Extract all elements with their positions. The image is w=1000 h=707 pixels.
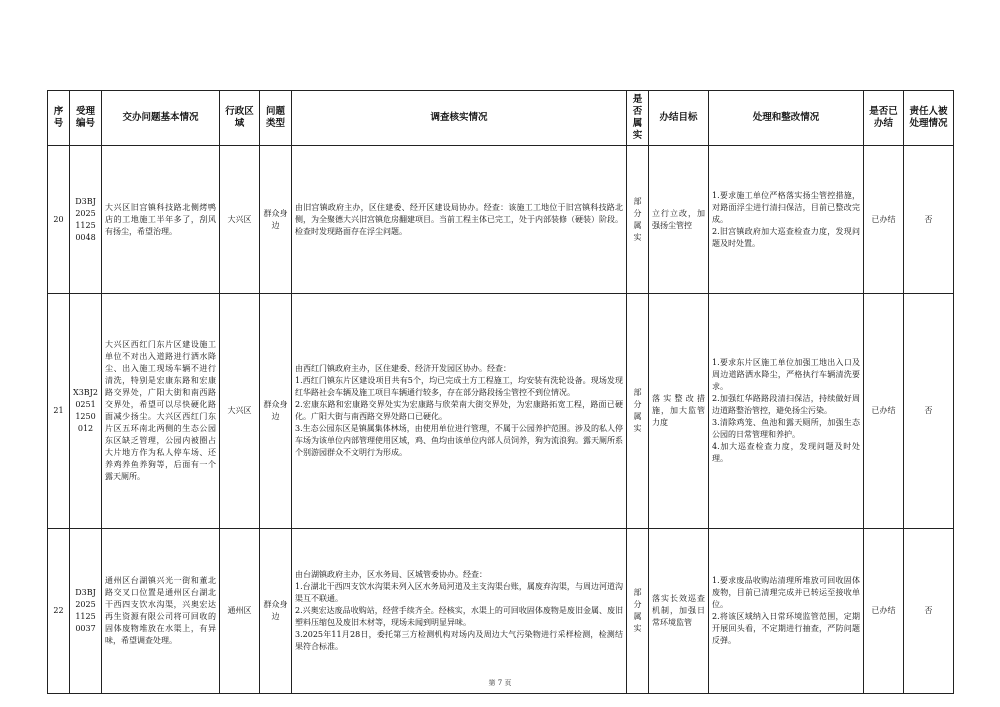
- header-verified: 是否属实: [627, 91, 649, 146]
- cell-investigation: 由西红门镇政府主办，区住建委、经济开发园区协办。经查： 1.西红门镇东片区建设项目共有5个，均已完成土方工程施工，均安装有洗轮设备。现场发现红华路社会车辆及施工项目车辆通行较多，存在部分路段扬尘管控不到位情况。 2.宏康东路和宏康路交界处实为宏康路与欣荣南大街交界处，为宏康路拓宽工程，路面已硬化。广阳大街与南西路交界处路口已硬化。 3.生态公园东区是镇属集体林场，由使用单位进行管理，不属于公园养护范围。涉及的私人停车场为该单位内部管理使用区域，鸡、鱼均由该单位内部人员饲养，狗为流浪狗。露天厕所系个别游园群众不文明行为形成。: [292, 294, 627, 529]
- cell-seq: 22: [48, 529, 70, 694]
- header-accountability: 责任人被处理情况: [904, 91, 954, 146]
- cell-investigation: 由旧宫镇政府主办，区住建委、经开区建设局协办。经查：该施工工地位于旧宫镇科技路北侧，为全聚德大兴旧宫镇危房翻建项目。当前工程主体已完工，处于内部装修（硬装）阶段。检查时发现路面存在浮尘问题。: [292, 146, 627, 294]
- cell-acceptance-id: D3BJ202511250048: [70, 146, 102, 294]
- page-number: 第 7 页: [488, 679, 512, 687]
- cell-accountability: 否: [904, 146, 954, 294]
- cell-district: 大兴区: [220, 146, 260, 294]
- cell-accountability: 否: [904, 294, 954, 529]
- cell-district: 通州区: [220, 529, 260, 694]
- cell-verified: 部分属实: [627, 529, 649, 694]
- cell-handling: 1.要求施工单位严格落实扬尘管控措施，对路面浮尘进行清扫保洁，目前已整改完成。 2.旧宫镇政府加大巡查检查力度，发现问题及时处置。: [709, 146, 864, 294]
- cell-type: 群众身边: [260, 529, 292, 694]
- header-handling: 处理和整改情况: [709, 91, 864, 146]
- header-row: [48, 91, 954, 146]
- complaint-table: [47, 90, 954, 694]
- cell-problem: 大兴区西红门东片区建设施工单位不对出入道路进行洒水降尘、出入施工现场车辆不进行清洗，特别是宏康东路和宏康路交界处，广阳大街和南西路交界处，希望可以尽快硬化路面减少扬尘。大兴区西红门东片区五环南北两侧的生态公园东区缺乏管理，公园内被圈占大片地方作为私人停车场、还养鸡养鱼养狗等，后面有一个露天厕所。: [102, 294, 220, 529]
- cell-closed: 已办结: [864, 146, 904, 294]
- cell-verified: 部分属实: [627, 146, 649, 294]
- cell-seq: 21: [48, 294, 70, 529]
- cell-problem: 大兴区旧宫镇科技路北侧烤鸭店的工地施工半年多了，刮风有扬尘，希望治理。: [102, 146, 220, 294]
- header-seq: 序号: [48, 91, 70, 146]
- header-district: 行政区域: [220, 91, 260, 146]
- header-closed: 是否已办结: [864, 91, 904, 146]
- header-investigation: 调查核实情况: [292, 91, 627, 146]
- cell-closed: 已办结: [864, 294, 904, 529]
- cell-verified: 部分属实: [627, 294, 649, 529]
- cell-type: 群众身边: [260, 146, 292, 294]
- table-row: [48, 529, 954, 694]
- cell-accountability: 否: [904, 529, 954, 694]
- cell-goal: 落实整改措施，加大监管力度: [649, 294, 709, 529]
- header-acceptance-id: 受理编号: [70, 91, 102, 146]
- cell-goal: 落实长效巡查机制，加强日常环境监管: [649, 529, 709, 694]
- header-type: 问题类型: [260, 91, 292, 146]
- cell-goal: 立行立改，加强扬尘管控: [649, 146, 709, 294]
- cell-district: 大兴区: [220, 294, 260, 529]
- cell-closed: 已办结: [864, 529, 904, 694]
- cell-acceptance-id: D3BJ202511250037: [70, 529, 102, 694]
- cell-seq: 20: [48, 146, 70, 294]
- table-row: [48, 146, 954, 294]
- cell-investigation: 由台湖镇政府主办，区水务局、区城管委协办。经查： 1.台湖北干西四支饮水沟渠未列入区水务局河道及主支沟渠台账，属废弃沟渠，与周边河道沟渠互不联通。 2.兴奥宏达废品收购站，经营手续齐全。经核实，水渠上的可回收固体废物是废旧金属、废旧塑料压缩包及废旧木材等，现场未闻到明显异味。 3.2025年11月28日，委托第三方检测机构对场内及周边大气污染物进行采样检测，检测结果符合标准。: [292, 529, 627, 694]
- cell-handling: 1.要求废品收购站清理所堆放可回收固体废物，目前已清理完成并已转运至接收单位。 2.将该区域纳入日常环境监管范围，定期开展回头看，不定期进行抽查，严防问题反弹。: [709, 529, 864, 694]
- cell-problem: 通州区台湖镇兴光一街和董北路交叉口位置是通州区台湖北干西四支饮水沟渠，兴奥宏达再生资源有限公司将可回收的固体废物堆放在水渠上，有异味，希望调查处理。: [102, 529, 220, 694]
- cell-acceptance-id: X3BJ202511250012: [70, 294, 102, 529]
- cell-handling: 1.要求东片区施工单位加强工地出入口及周边道路洒水降尘，严格执行车辆清洗要求。 2.加强红华路路段清扫保洁，持续做好周边道路整治管控，避免扬尘污染。 3.清除鸡笼、鱼池和露天厕所，加强生态公园的日常管理和养护。 4.加大巡查检查力度，发现问题及时处理。: [709, 294, 864, 529]
- header-goal: 办结目标: [649, 91, 709, 146]
- cell-type: 群众身边: [260, 294, 292, 529]
- table-row: [48, 294, 954, 529]
- header-problem: 交办问题基本情况: [102, 91, 220, 146]
